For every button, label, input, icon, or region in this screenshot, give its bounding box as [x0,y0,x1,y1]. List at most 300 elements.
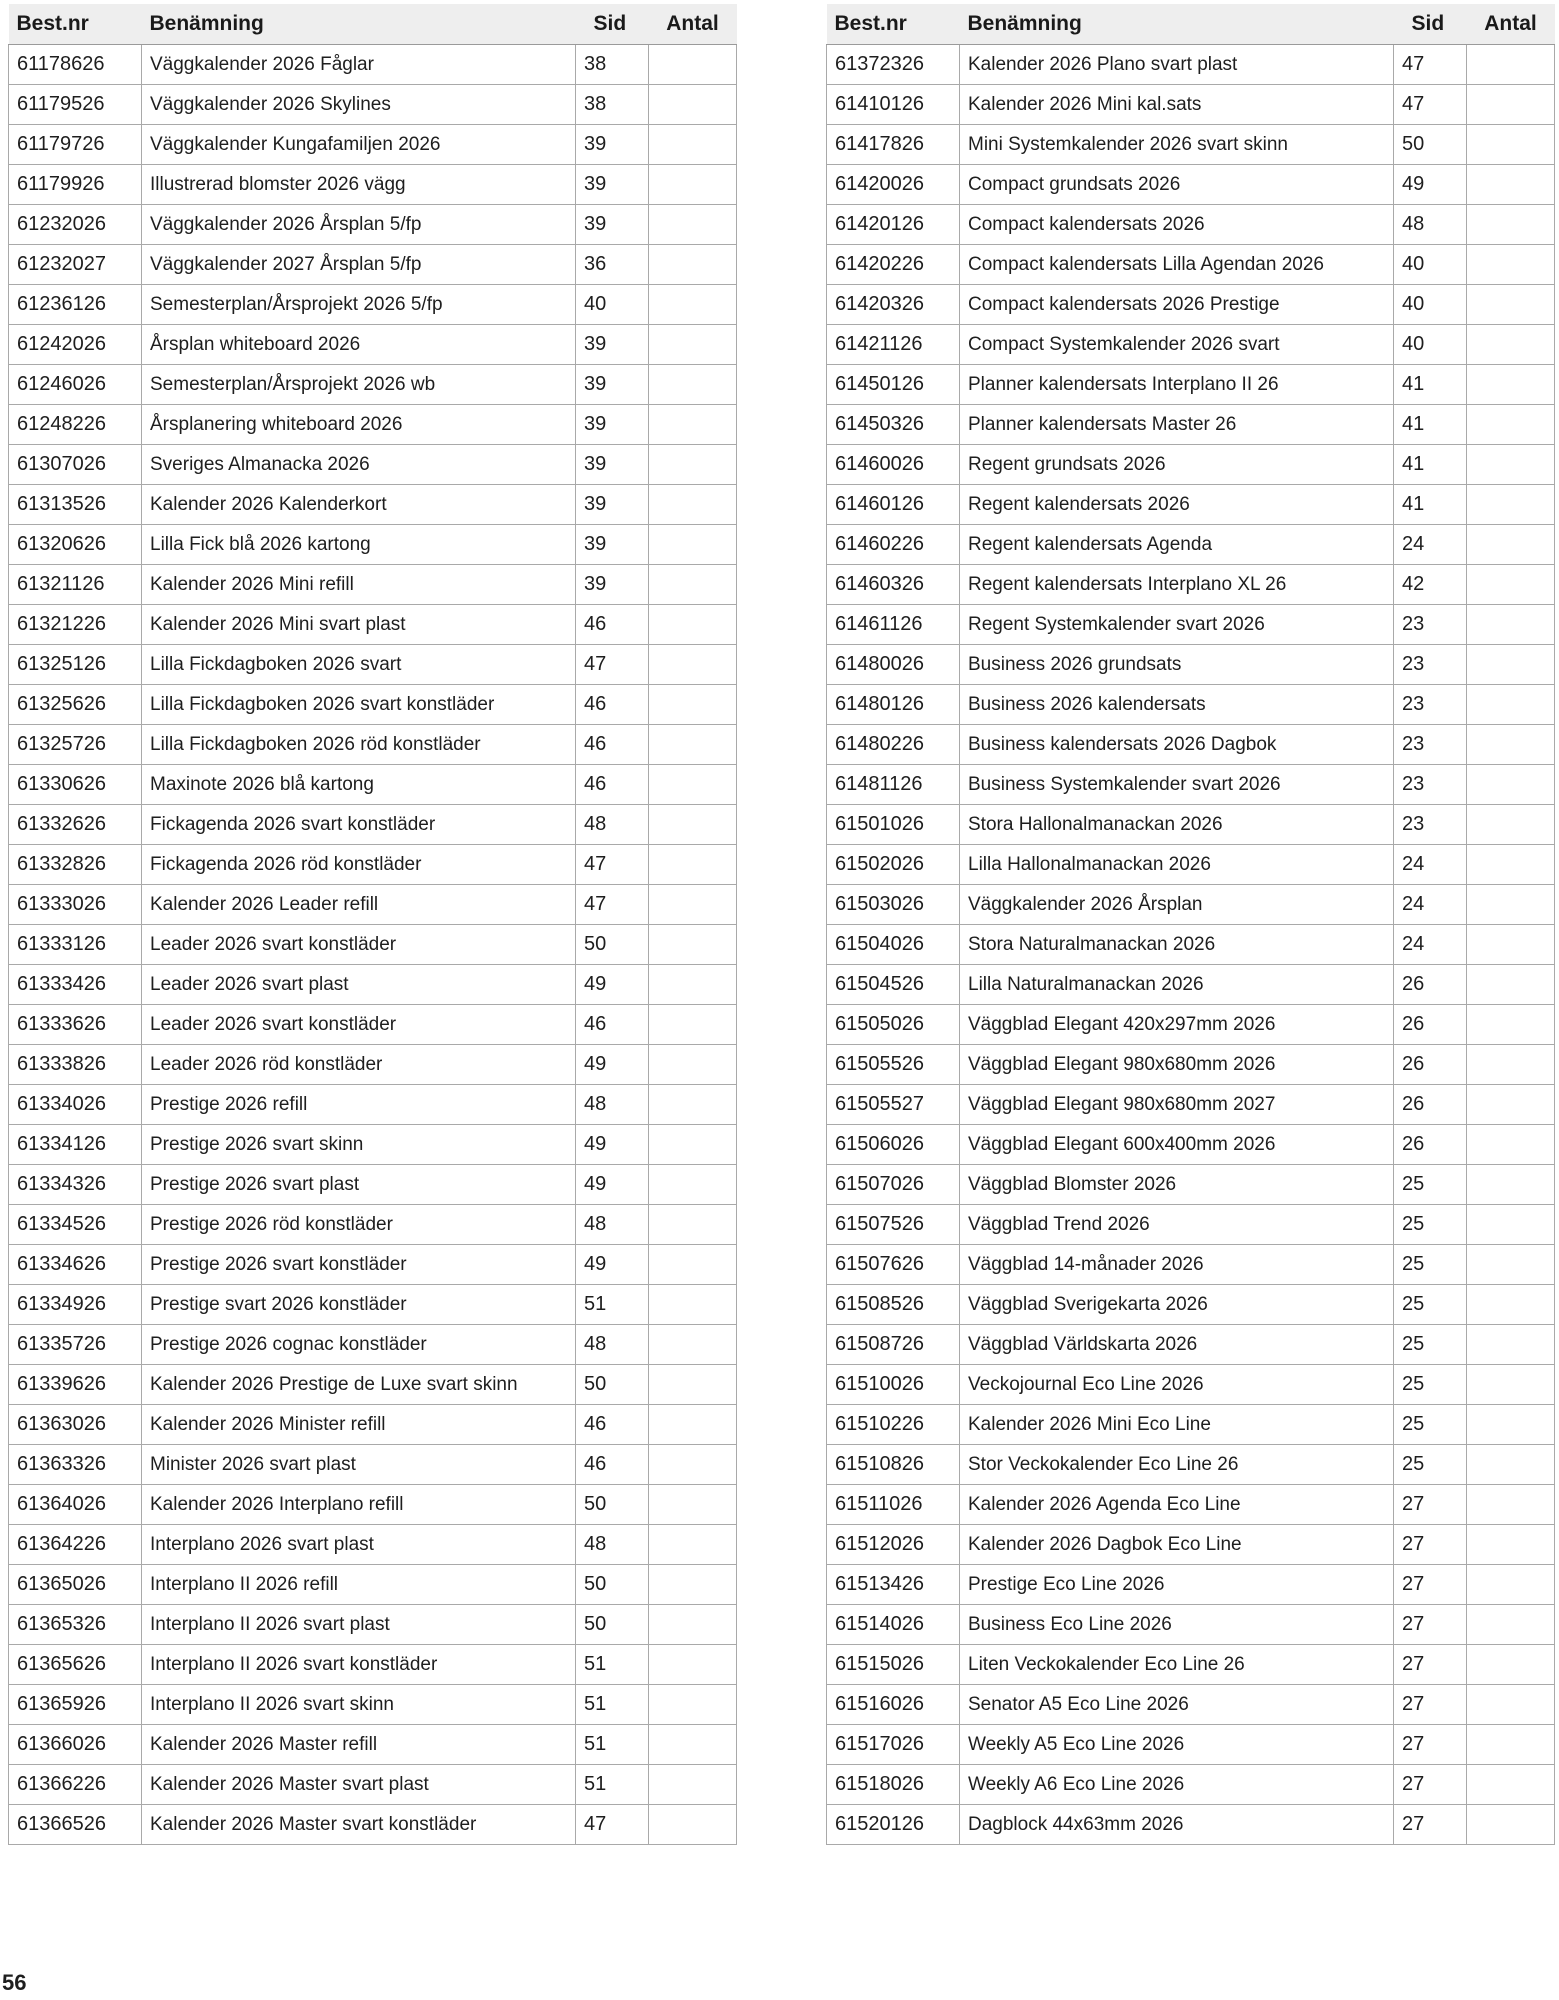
table-row [9,1405,737,1445]
article-name: Regent kalendersats Interplano XL 26 [960,565,1394,605]
page-ref: 48 [1394,205,1467,245]
quantity-field[interactable] [1467,1485,1555,1525]
quantity-field[interactable] [1467,725,1555,765]
article-number: 61232026 [9,205,142,245]
quantity-field[interactable] [649,1165,737,1205]
article-number: 61510826 [827,1445,960,1485]
quantity-field[interactable] [1467,485,1555,525]
table-row [827,1565,1555,1605]
quantity-field[interactable] [649,1765,737,1805]
page-ref: 39 [576,365,649,405]
page-ref: 51 [576,1685,649,1725]
article-number: 61366026 [9,1725,142,1765]
quantity-field[interactable] [1467,285,1555,325]
quantity-field[interactable] [649,45,737,85]
quantity-field[interactable] [1467,765,1555,805]
quantity-field[interactable] [1467,45,1555,85]
page-ref: 38 [576,45,649,85]
page-ref: 41 [1394,445,1467,485]
quantity-field[interactable] [1467,1445,1555,1485]
page-ref: 39 [576,525,649,565]
table-row [9,805,737,845]
article-name: Fickagenda 2026 röd konstläder [142,845,576,885]
article-number: 61313526 [9,485,142,525]
table-row [9,245,737,285]
quantity-field[interactable] [1467,645,1555,685]
article-number: 61420226 [827,245,960,285]
table-row [827,1085,1555,1125]
table-row [827,285,1555,325]
quantity-field[interactable] [649,325,737,365]
article-name: Business 2026 kalendersats [960,685,1394,725]
quantity-field[interactable] [649,1045,737,1085]
table-row [9,365,737,405]
page-ref: 50 [576,1605,649,1645]
table-row [827,85,1555,125]
quantity-field[interactable] [1467,1325,1555,1365]
article-name: Väggkalender 2026 Årsplan 5/fp [142,205,576,245]
article-name: Prestige Eco Line 2026 [960,1565,1394,1605]
quantity-field[interactable] [1467,1405,1555,1445]
article-name: Väggblad Elegant 980x680mm 2026 [960,1045,1394,1085]
page-ref: 49 [576,965,649,1005]
page-ref: 40 [1394,285,1467,325]
header-best-nr: Best.nr [827,4,960,45]
quantity-field[interactable] [649,1485,737,1525]
quantity-field[interactable] [1467,1205,1555,1245]
quantity-field[interactable] [1467,1725,1555,1765]
article-name: Stora Hallonalmanackan 2026 [960,805,1394,845]
quantity-field[interactable] [1467,1285,1555,1325]
quantity-field[interactable] [649,645,737,685]
quantity-field[interactable] [649,765,737,805]
quantity-field[interactable] [649,1725,737,1765]
article-name: Leader 2026 svart plast [142,965,576,1005]
quantity-field[interactable] [649,1645,737,1685]
article-number: 61333026 [9,885,142,925]
article-name: Kalender 2026 Mini kal.sats [960,85,1394,125]
quantity-field[interactable] [1467,1045,1555,1085]
article-name: Fickagenda 2026 svart konstläder [142,805,576,845]
table-row [827,1245,1555,1285]
table-row [9,325,737,365]
quantity-field[interactable] [649,1125,737,1165]
article-name: Väggblad Världskarta 2026 [960,1325,1394,1365]
page-ref: 26 [1394,965,1467,1005]
article-name: Planner kalendersats Interplano II 26 [960,365,1394,405]
quantity-field[interactable] [649,125,737,165]
article-number: 61513426 [827,1565,960,1605]
page-ref: 24 [1394,525,1467,565]
page-ref: 25 [1394,1165,1467,1205]
quantity-field[interactable] [1467,365,1555,405]
header-benamning: Benämning [142,4,576,45]
page-ref: 41 [1394,405,1467,445]
page-ref: 27 [1394,1725,1467,1765]
article-number: 61320626 [9,525,142,565]
quantity-field[interactable] [1467,1565,1555,1605]
article-number: 61179526 [9,85,142,125]
table-row [827,405,1555,445]
quantity-field[interactable] [649,1525,737,1565]
article-name: Business Systemkalender svart 2026 [960,765,1394,805]
page-ref: 48 [576,1325,649,1365]
table-row [9,885,737,925]
quantity-field[interactable] [649,165,737,205]
page-ref: 39 [576,445,649,485]
article-name: Senator A5 Eco Line 2026 [960,1685,1394,1725]
quantity-field[interactable] [1467,1805,1555,1845]
article-name: Kalender 2026 Interplano refill [142,1485,576,1525]
article-number: 61178626 [9,45,142,85]
page-ref: 39 [576,205,649,245]
page-ref: 47 [576,1805,649,1845]
quantity-field[interactable] [1467,605,1555,645]
article-name: Business Eco Line 2026 [960,1605,1394,1645]
quantity-field[interactable] [649,565,737,605]
quantity-field[interactable] [1467,845,1555,885]
article-name: Kalender 2026 Kalenderkort [142,485,576,525]
article-name: Väggblad 14-månader 2026 [960,1245,1394,1285]
order-table-left [8,4,737,1845]
article-number: 61517026 [827,1725,960,1765]
article-number: 61325726 [9,725,142,765]
quantity-field[interactable] [1467,1245,1555,1285]
article-number: 61330626 [9,765,142,805]
quantity-field[interactable] [649,925,737,965]
article-number: 61366226 [9,1765,142,1805]
page-ref: 27 [1394,1565,1467,1605]
quantity-field[interactable] [1467,85,1555,125]
article-number: 61514026 [827,1605,960,1645]
quantity-field[interactable] [1467,1365,1555,1405]
page-ref: 50 [576,925,649,965]
table-row [9,85,737,125]
article-name: Kalender 2026 Agenda Eco Line [960,1485,1394,1525]
article-name: Lilla Fick blå 2026 kartong [142,525,576,565]
quantity-field[interactable] [1467,245,1555,285]
article-name: Prestige svart 2026 konstläder [142,1285,576,1325]
quantity-field[interactable] [649,1325,737,1365]
quantity-field[interactable] [1467,885,1555,925]
article-number: 61334326 [9,1165,142,1205]
article-name: Compact grundsats 2026 [960,165,1394,205]
quantity-field[interactable] [1467,1125,1555,1165]
page-ref: 23 [1394,685,1467,725]
quantity-field[interactable] [1467,165,1555,205]
article-name: Weekly A5 Eco Line 2026 [960,1725,1394,1765]
quantity-field[interactable] [1467,1605,1555,1645]
quantity-field[interactable] [649,1005,737,1045]
table-row [827,765,1555,805]
quantity-field[interactable] [649,485,737,525]
quantity-field[interactable] [649,1685,737,1725]
quantity-field[interactable] [1467,325,1555,365]
table-row [827,325,1555,365]
quantity-field[interactable] [649,205,737,245]
quantity-field[interactable] [1467,1165,1555,1205]
article-number: 61518026 [827,1765,960,1805]
page-ref: 48 [576,805,649,845]
quantity-field[interactable] [1467,1525,1555,1565]
page-number: 56 [2,1970,27,1995]
article-number: 61334126 [9,1125,142,1165]
quantity-field[interactable] [649,85,737,125]
quantity-field[interactable] [1467,445,1555,485]
article-number: 61307026 [9,445,142,485]
article-name: Kalender 2026 Mini svart plast [142,605,576,645]
article-name: Lilla Fickdagboken 2026 svart konstläder [142,685,576,725]
table-body-right [827,45,1555,1845]
page-ref: 26 [1394,1045,1467,1085]
quantity-field[interactable] [1467,1005,1555,1045]
table-row [9,285,737,325]
article-number: 61410126 [827,85,960,125]
quantity-field[interactable] [649,605,737,645]
quantity-field[interactable] [649,845,737,885]
article-name: Regent kalendersats Agenda [960,525,1394,565]
header-antal: Antal [649,4,737,45]
article-name: Interplano II 2026 svart konstläder [142,1645,576,1685]
page-ref: 48 [576,1085,649,1125]
page-ref: 51 [576,1285,649,1325]
quantity-field[interactable] [649,1365,737,1405]
table-row [9,645,737,685]
page-ref: 25 [1394,1205,1467,1245]
table-row [9,1445,737,1485]
quantity-field[interactable] [649,405,737,445]
article-name: Stora Naturalmanackan 2026 [960,925,1394,965]
article-number: 61363326 [9,1445,142,1485]
quantity-field[interactable] [649,1445,737,1485]
page-ref: 47 [576,645,649,685]
table-row [9,485,737,525]
page-ref: 40 [576,285,649,325]
page-ref: 51 [576,1725,649,1765]
page-ref: 49 [576,1245,649,1285]
article-name: Weekly A6 Eco Line 2026 [960,1765,1394,1805]
article-name: Prestige 2026 refill [142,1085,576,1125]
page-ref: 25 [1394,1245,1467,1285]
article-number: 61334026 [9,1085,142,1125]
article-name: Leader 2026 röd konstläder [142,1045,576,1085]
article-name: Väggblad Elegant 600x400mm 2026 [960,1125,1394,1165]
article-number: 61365326 [9,1605,142,1645]
quantity-field[interactable] [649,245,737,285]
page-ref: 26 [1394,1125,1467,1165]
article-name: Veckojournal Eco Line 2026 [960,1365,1394,1405]
quantity-field[interactable] [649,285,737,325]
page-ref: 27 [1394,1485,1467,1525]
article-number: 61333126 [9,925,142,965]
quantity-field[interactable] [1467,405,1555,445]
page-ref: 39 [576,325,649,365]
article-number: 61503026 [827,885,960,925]
article-name: Kalender 2026 Mini refill [142,565,576,605]
table-row [827,1325,1555,1365]
table-row [9,685,737,725]
page-ref: 24 [1394,925,1467,965]
page-ref: 50 [576,1365,649,1405]
table-row [9,205,737,245]
article-name: Kalender 2026 Master svart plast [142,1765,576,1805]
article-name: Lilla Fickdagboken 2026 röd konstläder [142,725,576,765]
quantity-field[interactable] [649,1245,737,1285]
page-ref: 27 [1394,1645,1467,1685]
page-ref: 49 [576,1165,649,1205]
quantity-field[interactable] [1467,525,1555,565]
article-name: Väggkalender 2026 Fåglar [142,45,576,85]
article-name: Leader 2026 svart konstläder [142,925,576,965]
article-name: Lilla Naturalmanackan 2026 [960,965,1394,1005]
table-row [827,805,1555,845]
quantity-field[interactable] [1467,685,1555,725]
article-number: 61460326 [827,565,960,605]
table-row [827,1685,1555,1725]
article-name: Stor Veckokalender Eco Line 26 [960,1445,1394,1485]
page-ref: 46 [576,1405,649,1445]
page-ref: 25 [1394,1325,1467,1365]
page-ref: 39 [576,125,649,165]
quantity-field[interactable] [649,885,737,925]
table-row [827,1645,1555,1685]
page-ref: 50 [576,1485,649,1525]
table-row [827,845,1555,885]
article-name: Sveriges Almanacka 2026 [142,445,576,485]
page-ref: 25 [1394,1365,1467,1405]
article-name: Interplano II 2026 svart skinn [142,1685,576,1725]
table-row [827,565,1555,605]
article-number: 61334626 [9,1245,142,1285]
quantity-field[interactable] [1467,1765,1555,1805]
table-row [827,125,1555,165]
quantity-field[interactable] [649,805,737,845]
page-ref: 49 [576,1125,649,1165]
table-row [9,1045,737,1085]
quantity-field[interactable] [1467,1685,1555,1725]
table-header-row [9,4,737,45]
article-number: 61512026 [827,1525,960,1565]
article-number: 61364226 [9,1525,142,1565]
article-number: 61450126 [827,365,960,405]
page-ref: 51 [576,1765,649,1805]
article-name: Årsplan whiteboard 2026 [142,325,576,365]
article-number: 61508726 [827,1325,960,1365]
page-ref: 40 [1394,245,1467,285]
table-row [827,1805,1555,1845]
table-row [9,1525,737,1565]
quantity-field[interactable] [1467,1645,1555,1685]
quantity-field[interactable] [1467,125,1555,165]
quantity-field[interactable] [649,1565,737,1605]
table-row [827,685,1555,725]
article-name: Minister 2026 svart plast [142,1445,576,1485]
table-row [9,1605,737,1645]
table-row [9,1565,737,1605]
quantity-field[interactable] [649,445,737,485]
article-number: 61325626 [9,685,142,725]
table-row [9,525,737,565]
order-table-right [826,4,1555,1845]
article-name: Lilla Hallonalmanackan 2026 [960,845,1394,885]
page-ref: 48 [576,1525,649,1565]
article-number: 61511026 [827,1485,960,1525]
quantity-field[interactable] [1467,965,1555,1005]
table-row [9,405,737,445]
article-number: 61480026 [827,645,960,685]
article-number: 61506026 [827,1125,960,1165]
table-row [827,1125,1555,1165]
table-row [9,725,737,765]
article-number: 61507626 [827,1245,960,1285]
quantity-field[interactable] [649,725,737,765]
article-number: 61242026 [9,325,142,365]
table-row [9,1485,737,1525]
article-number: 61321226 [9,605,142,645]
page-ref: 26 [1394,1005,1467,1045]
page-ref: 38 [576,85,649,125]
quantity-field[interactable] [649,1405,737,1445]
quantity-field[interactable] [649,1285,737,1325]
table-row [827,1765,1555,1805]
article-name: Semesterplan/Årsprojekt 2026 wb [142,365,576,405]
quantity-field[interactable] [1467,565,1555,605]
article-number: 61236126 [9,285,142,325]
quantity-field[interactable] [649,525,737,565]
table-row [9,445,737,485]
table-row [9,165,737,205]
table-row [827,45,1555,85]
article-number: 61510026 [827,1365,960,1405]
table-row [9,1365,737,1405]
page-ref: 25 [1394,1285,1467,1325]
quantity-field[interactable] [649,1205,737,1245]
table-row [827,1485,1555,1525]
article-name: Interplano II 2026 refill [142,1565,576,1605]
table-row [9,1725,737,1765]
article-number: 61365926 [9,1685,142,1725]
quantity-field[interactable] [649,685,737,725]
quantity-field[interactable] [649,365,737,405]
quantity-field[interactable] [649,1605,737,1645]
quantity-field[interactable] [1467,805,1555,845]
article-number: 61333826 [9,1045,142,1085]
quantity-field[interactable] [1467,1085,1555,1125]
table-row [827,1205,1555,1245]
article-number: 61321126 [9,565,142,605]
table-row [827,205,1555,245]
article-name: Väggblad Sverigekarta 2026 [960,1285,1394,1325]
article-name: Compact kalendersats 2026 [960,205,1394,245]
article-name: Väggkalender 2026 Årsplan [960,885,1394,925]
article-number: 61505526 [827,1045,960,1085]
article-number: 61508526 [827,1285,960,1325]
quantity-field[interactable] [1467,925,1555,965]
quantity-field[interactable] [1467,205,1555,245]
article-number: 61520126 [827,1805,960,1845]
table-row [827,885,1555,925]
quantity-field[interactable] [649,965,737,1005]
quantity-field[interactable] [649,1085,737,1125]
page-ref: 46 [576,765,649,805]
page-ref: 41 [1394,365,1467,405]
article-number: 61480126 [827,685,960,725]
quantity-field[interactable] [649,1805,737,1845]
article-name: Väggkalender 2026 Skylines [142,85,576,125]
table-row [827,1405,1555,1445]
article-name: Dagblock 44x63mm 2026 [960,1805,1394,1845]
article-name: Väggblad Trend 2026 [960,1205,1394,1245]
